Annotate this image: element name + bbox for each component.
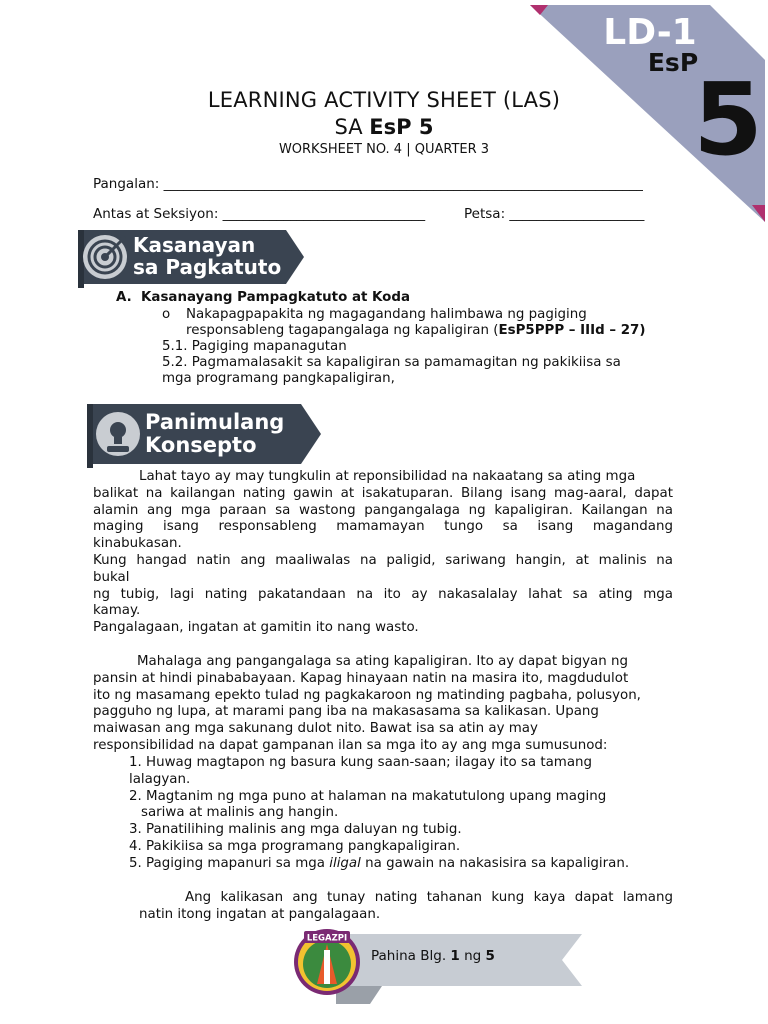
banner1-line2: sa Pagkatuto	[133, 255, 282, 279]
sheet-subject-title	[0, 115, 768, 139]
logo-text: LEGAZPI	[306, 933, 348, 944]
competency-line2	[186, 323, 645, 340]
list-item-text: 5. Pagiging mapanuri sa mga	[129, 855, 330, 871]
section-a-title: Kasanayang Pampagkatuto at Koda	[141, 290, 411, 305]
total-pages: 5	[485, 948, 495, 964]
section-field[interactable]	[93, 206, 425, 222]
banner-panimulang	[83, 400, 327, 470]
footer-ribbon	[290, 926, 590, 1010]
target-icon	[83, 235, 127, 279]
current-page: 1	[450, 948, 460, 964]
list-item: 4. Pakikiisa sa mga programang pangkapaligiran.	[129, 838, 461, 854]
sub-competency-2-line2: mga programang pangkapaligiran,	[162, 371, 395, 386]
list-item	[129, 856, 689, 873]
page-number	[371, 948, 495, 964]
sheet-title: LEARNING ACTIVITY SHEET (LAS)	[207, 88, 561, 112]
lesson-code: LD-1	[603, 12, 697, 53]
list-item-continuation: lalagyan.	[129, 771, 191, 787]
date-blank[interactable]: ____________________	[509, 206, 645, 222]
para2-line: Mahalaga ang pangangalaga sa ating kapaligiran. Ito ay dapat bigyan ng	[137, 654, 628, 669]
para1-line: kamay.	[93, 603, 141, 619]
sub-competency-2-line1: 5.2. Pagmamalasakit sa kapaligiran sa pamamagitan ng pakikiisa sa	[162, 355, 621, 370]
paragraph-2	[93, 654, 673, 755]
paragraph-1	[93, 469, 673, 637]
para2-line: maiwasan ang mga sakunang dulot nito. Bawat isa sa atin ay may	[93, 721, 538, 737]
section-label: Antas at Seksiyon:	[93, 206, 219, 222]
competency-text: responsableng tagapangalaga ng kapaligiran (	[186, 323, 499, 338]
date-field[interactable]	[464, 206, 644, 222]
subject-prefix: SA	[334, 115, 370, 139]
bullet-marker: o	[162, 307, 171, 322]
para1-line: ng tubig, lagi nating pakatandaan na ito ay nakasalalay lahat sa ating mga	[93, 586, 673, 602]
name-field[interactable]	[93, 176, 643, 192]
responsibility-list	[129, 755, 689, 873]
date-label: Petsa:	[464, 206, 506, 222]
worksheet-number: WORKSHEET NO. 4 | QUARTER 3	[278, 142, 490, 157]
closing-paragraph	[139, 890, 673, 924]
para1-line: kinabukasan.	[93, 536, 182, 552]
list-item-emphasis: iligal	[329, 855, 361, 871]
para2-line: ito ng masamang epekto tulad ng pagkakaroon ng matinding pagbaha, polusyon,	[93, 687, 641, 703]
banner2-line1: Panimulang	[145, 410, 285, 434]
banner2-line2: Konsepto	[145, 433, 257, 457]
closing-line: natin itong ingatan at pangalagaan.	[139, 906, 381, 922]
list-item: 1. Huwag magtapon ng basura kung saan-saan; ilagay ito sa tamang	[129, 755, 593, 770]
subject-code: EsP	[647, 48, 699, 77]
para2-line: pagguho ng lupa, at marami pang iba na makasasama sa kalikasan. Upang	[93, 704, 599, 720]
legazpi-logo	[294, 929, 360, 995]
grade-number: 5	[693, 61, 763, 178]
para2-line: responsibilidad na dapat gampanan ilan sa mga ito ay ang mga sumusunod:	[93, 737, 608, 753]
name-label: Pangalan:	[93, 176, 160, 192]
subject-name: EsP 5	[369, 115, 434, 139]
competency-line1: Nakapagpapakita ng magagandang halimbawa ng pagiging	[186, 307, 587, 322]
list-item: 2. Magtanim ng mga puno at halaman na makatutulong upang maging	[129, 788, 607, 804]
banner-kasanayan	[74, 226, 308, 290]
competency-code: EsP5PPP – IIId – 27)	[498, 323, 646, 338]
page-label: Pahina Blg.	[371, 948, 451, 964]
para1-line: Pangalagaan, ingatan at gamitin ito nang wasto.	[93, 620, 419, 636]
para1-line: maging isang responsableng mamamayan tungo sa isang magandang	[93, 519, 673, 535]
sub-competency-1: 5.1. Pagiging mapanagutan	[162, 339, 347, 354]
list-item-continuation: sariwa at malinis ang hangin.	[141, 805, 339, 821]
list-item: 3. Panatilihing malinis ang mga daluyan ng tubig.	[129, 822, 462, 838]
para2-line: pansin at hindi pinababayaan. Kapag hinayaan natin na masira ito, magdudulot	[93, 670, 629, 686]
para1-line: bukal	[93, 569, 130, 585]
banner1-line1: Kasanayan	[133, 233, 256, 257]
list-item-text: na gawain na nakasisira sa kapaligiran.	[360, 855, 630, 871]
para1-line: alamin ang mga paraan sa wastong pangangalaga ng kapaligiran. Kailangan na	[93, 502, 673, 518]
closing-line: Ang kalikasan ang tunay nating tahanan kung kaya dapat lamang	[185, 890, 673, 905]
section-a-marker: A.	[116, 290, 132, 305]
para1-line: Lahat tayo ay may tungkulin at reponsibilidad na nakaatang sa ating mga	[139, 469, 636, 484]
section-blank[interactable]: ______________________________	[222, 206, 426, 222]
para1-line: balikat na kailangan nating gawin at isakatuparan. Bilang isang mag-aaral, dapat	[93, 485, 673, 501]
lightbulb-icon	[96, 412, 140, 456]
section-a-heading	[116, 290, 410, 307]
name-blank[interactable]: _______________________________________________________________________	[163, 176, 643, 192]
para1-line: Kung hangad natin ang maaliwalas na paligid, sariwang hangin, at malinis na	[93, 552, 673, 568]
page-of: ng	[459, 948, 486, 964]
